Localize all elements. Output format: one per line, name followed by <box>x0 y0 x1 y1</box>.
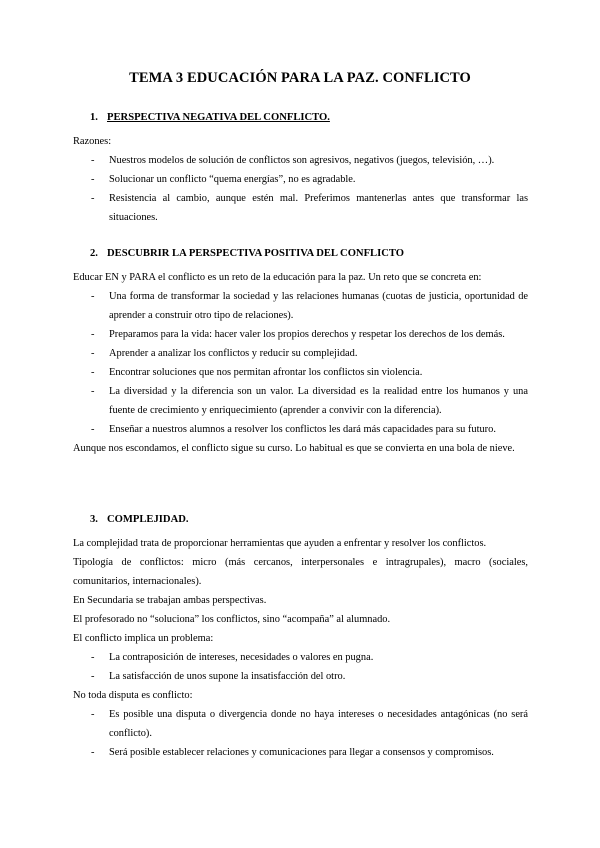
list-item <box>73 151 528 170</box>
dash-bullet: - <box>91 386 95 397</box>
list-item <box>73 189 528 227</box>
dash-bullet: - <box>91 193 95 204</box>
list-item-text: Solucionar un conflicto “quema energías”, no es agradable. <box>109 174 356 185</box>
bullet-list <box>73 648 528 686</box>
section-number: 2. <box>90 248 98 259</box>
list-item <box>73 363 528 382</box>
paragraph: No toda disputa es conflicto: <box>73 690 193 701</box>
list-item <box>73 287 528 325</box>
section-2 <box>73 248 528 458</box>
section-number: 3. <box>90 514 98 525</box>
list-item <box>73 382 528 420</box>
list-item-text: La diversidad y la diferencia son un valor. La diversidad es la realidad entre los humanos y una fuente de crecimiento y enriquecimiento (aprender a convivir con la diferencia). <box>109 386 528 416</box>
dash-bullet: - <box>91 424 95 435</box>
list-item <box>73 170 528 189</box>
list-item-text: La satisfacción de unos supone la insatisfacción del otro. <box>109 671 346 682</box>
dash-bullet: - <box>91 155 95 166</box>
section-heading <box>90 514 528 534</box>
page-title: TEMA 3 EDUCACIÓN PARA LA PAZ. CONFLICTO <box>129 70 471 86</box>
list-item-text: Aprender a analizar los conflictos y reducir su complejidad. <box>109 348 358 359</box>
section-3 <box>73 514 528 762</box>
paragraph: El profesorado no “soluciona” los conflictos, sino “acompaña” al alumnado. <box>73 614 391 625</box>
section-number: 1. <box>90 112 98 123</box>
dash-bullet: - <box>91 367 95 378</box>
list-item <box>73 648 528 667</box>
dash-bullet: - <box>91 671 95 682</box>
dash-bullet: - <box>91 709 95 720</box>
paragraph: Razones: <box>73 136 112 147</box>
list-item <box>73 705 528 743</box>
bullet-list <box>73 287 528 439</box>
dash-bullet: - <box>91 747 95 758</box>
section-heading <box>90 248 528 268</box>
dash-bullet: - <box>91 348 95 359</box>
bullet-list <box>73 151 528 227</box>
section-title: PERSPECTIVA NEGATIVA DEL CONFLICTO. <box>107 112 330 123</box>
list-item-text: Enseñar a nuestros alumnos a resolver los conflictos les dará más capacidades para su futuro. <box>109 424 496 435</box>
list-item <box>73 667 528 686</box>
list-item-text: La contraposición de intereses, necesidades o valores en pugna. <box>109 652 374 663</box>
paragraph: El conflicto implica un problema: <box>73 633 214 644</box>
paragraph: Tipología de conflictos: micro (más cercanos, interpersonales e intragrupales), macro (sociales, comunitarios, internacionales). <box>73 557 528 587</box>
section-title: COMPLEJIDAD. <box>107 514 189 525</box>
dash-bullet: - <box>91 291 95 302</box>
paragraph: En Secundaria se trabajan ambas perspectivas. <box>73 595 267 606</box>
dash-bullet: - <box>91 174 95 185</box>
paragraph: Educar EN y PARA el conflicto es un reto de la educación para la paz. Un reto que se concreta en: <box>73 272 482 283</box>
section-1 <box>73 112 528 227</box>
list-item-text: Resistencia al cambio, aunque estén mal. Preferimos mantenerlas antes que transformar las situaciones. <box>109 193 528 223</box>
list-item-text: Encontrar soluciones que nos permitan afrontar los conflictos sin violencia. <box>109 367 423 378</box>
list-item-text: Nuestros modelos de solución de conflictos son agresivos, negativos (juegos, televisión, …). <box>109 155 495 166</box>
list-item-text: Será posible establecer relaciones y comunicaciones para llegar a consensos y compromisos. <box>109 747 494 758</box>
list-item <box>73 325 528 344</box>
list-item <box>73 344 528 363</box>
paragraph: Aunque nos escondamos, el conflicto sigue su curso. Lo habitual es que se convierta en una bola de nieve. <box>73 443 515 454</box>
dash-bullet: - <box>91 329 95 340</box>
list-item-text: Es posible una disputa o divergencia donde no haya intereses o necesidades antagónicas (no será conflicto). <box>109 709 528 739</box>
section-heading <box>90 112 528 132</box>
list-item-text: Una forma de transformar la sociedad y las relaciones humanas (cuotas de justicia, oportunidad de aprender a construir otro tipo de relaciones). <box>109 291 528 321</box>
list-item <box>73 420 528 439</box>
list-item-text: Preparamos para la vida: hacer valer los propios derechos y respetar los derechos de los demás. <box>109 329 505 340</box>
paragraph: La complejidad trata de proporcionar herramientas que ayuden a enfrentar y resolver los conflictos. <box>73 538 487 549</box>
list-item <box>73 743 528 762</box>
section-title: DESCUBRIR LA PERSPECTIVA POSITIVA DEL CONFLICTO <box>107 248 405 259</box>
bullet-list <box>73 705 528 762</box>
dash-bullet: - <box>91 652 95 663</box>
